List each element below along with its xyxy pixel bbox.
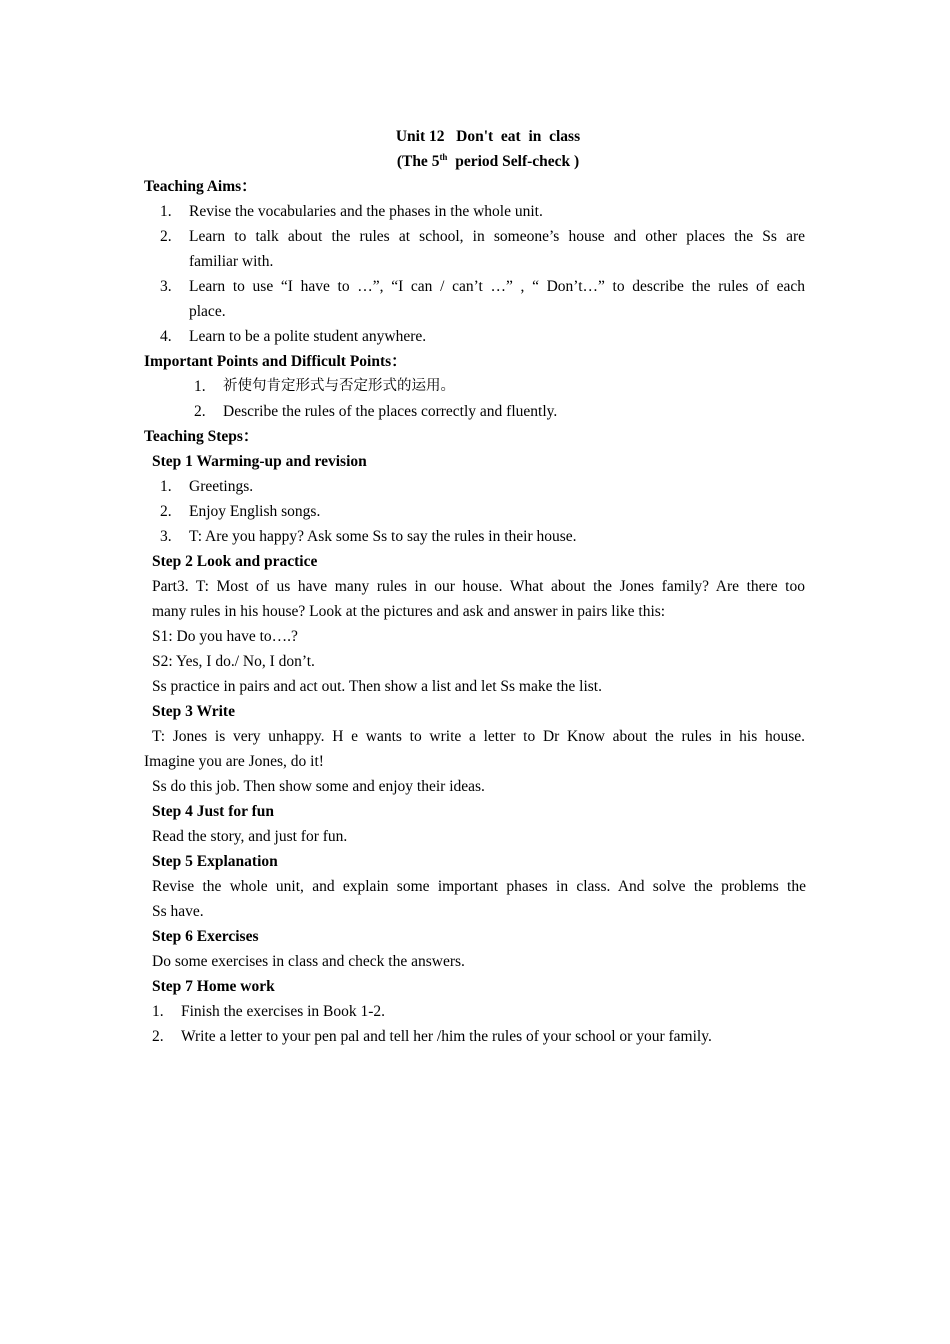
- list-number: 1.: [160, 478, 172, 495]
- list-number: 2.: [194, 403, 206, 420]
- dialogue-line: S2: Yes, I do./ No, I don’t.: [152, 653, 315, 670]
- paragraph-line: Ss practice in pairs and act out. Then show a list and let Ss make the list.: [152, 678, 602, 695]
- list-number: 2.: [160, 503, 172, 520]
- list-number: 1.: [160, 203, 172, 220]
- step7-heading: Step 7 Home work: [152, 978, 275, 995]
- paragraph-line: Ss do this job. Then show some and enjoy their ideas.: [152, 778, 485, 795]
- paragraph-line: Read the story, and just for fun.: [152, 828, 348, 845]
- paragraph-line: many rules in his house? Look at the pictures and ask and answer in pairs like this:: [152, 603, 666, 620]
- list-number: 1.: [152, 1003, 164, 1020]
- unit-title: Unit 12 Don't eat in class: [395, 128, 581, 145]
- list-item: Describe the rules of the places correctly and fluently.: [223, 403, 558, 420]
- teaching-aims-heading: Teaching Aims：: [144, 178, 257, 195]
- list-item: 祈使句肯定形式与否定形式的运用。: [223, 378, 455, 394]
- list-number: 3.: [160, 528, 172, 545]
- list-item: Learn to use “I have to …”, “I can / can’t …” , “ Don’t…” to describe the rules of each: [189, 278, 805, 295]
- paragraph-line: Revise the whole unit, and explain some important phases in class. And solve the problems the: [152, 878, 806, 895]
- step4-heading: Step 4 Just for fun: [152, 803, 275, 820]
- list-item: Revise the vocabularies and the phases in the whole unit.: [189, 203, 543, 220]
- step2-heading: Step 2 Look and practice: [152, 553, 318, 570]
- paragraph-line: Part3. T: Most of us have many rules in our house. What about the Jones family? Are there too: [152, 578, 805, 595]
- list-item: Learn to talk about the rules at school, in someone’s house and other places the Ss are: [189, 228, 805, 245]
- list-item-continuation: place.: [189, 303, 226, 320]
- step3-heading: Step 3 Write: [152, 703, 235, 720]
- paragraph-line: T: Jones is very unhappy. H e wants to write a letter to Dr Know about the rules in his house.: [152, 728, 805, 745]
- teaching-steps-heading: Teaching Steps：: [144, 428, 259, 445]
- dialogue-line: S1: Do you have to….?: [152, 628, 298, 645]
- list-number: 3.: [160, 278, 172, 295]
- paragraph-line: Ss have.: [152, 903, 204, 920]
- list-number: 2.: [160, 228, 172, 245]
- list-item: Enjoy English songs.: [189, 503, 321, 520]
- period-subtitle: (The 5th period Self-check ): [396, 152, 580, 170]
- step5-heading: Step 5 Explanation: [152, 853, 278, 870]
- list-number: 4.: [160, 328, 172, 345]
- list-number: 2.: [152, 1028, 164, 1045]
- list-item: Learn to be a polite student anywhere.: [189, 328, 427, 345]
- list-item: T: Are you happy? Ask some Ss to say the rules in their house.: [189, 528, 577, 545]
- ordinal-suffix: th: [439, 152, 448, 162]
- list-item: Finish the exercises in Book 1-2.: [181, 1003, 386, 1020]
- paragraph-line: Imagine you are Jones, do it!: [144, 753, 324, 770]
- list-number: 1.: [194, 378, 206, 395]
- important-points-heading: Important Points and Difficult Points：: [144, 353, 407, 370]
- list-item-continuation: familiar with.: [189, 253, 274, 270]
- list-item: Greetings.: [189, 478, 254, 495]
- list-item: Write a letter to your pen pal and tell her /him the rules of your school or your family.: [181, 1028, 712, 1045]
- step1-heading: Step 1 Warming-up and revision: [152, 453, 367, 470]
- step6-heading: Step 6 Exercises: [152, 928, 259, 945]
- paragraph-line: Do some exercises in class and check the answers.: [152, 953, 465, 970]
